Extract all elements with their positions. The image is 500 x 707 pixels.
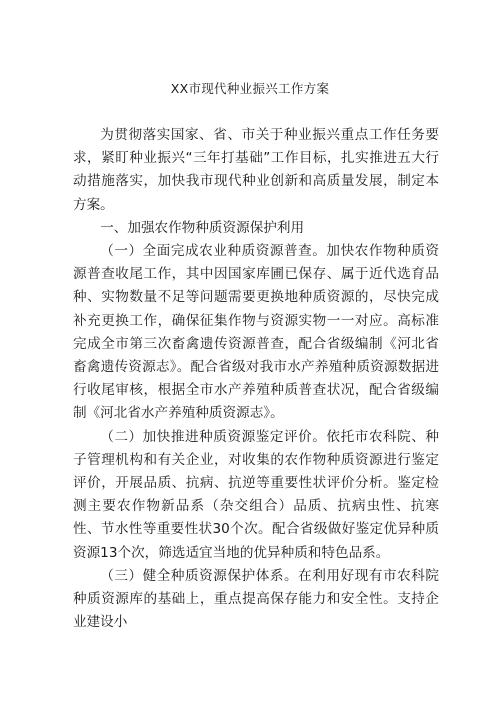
- document-body: [73, 124, 439, 634]
- document-title: XX市现代种业振兴工作方案: [170, 81, 330, 96]
- paragraph-2: （二）加快推进种质资源鉴定评价。依托市农科院、种子管理机构和有关企业，对收集的农作物种质资源进行鉴定评价，开展品质、抗病、抗逆等重要性状评价分析。鉴定检测主要农作物新品系（杂交组合）品质、抗病虫性、抗寒性、节水性等重要性状30个次。配合省级做好鉴定优异种质资源13个次，筛选适宜当地的优异种质和特色品系。: [73, 428, 439, 561]
- paragraph-1: （一）全面完成农业种质资源普查。加快农作物种质资源普查收尾工作，其中因国家库圃已保存、属于近代选育品种、实物数量不足等问题需要更换地种质资源的，尽快完成补充更换工作，确保征集作物与资源实物一一对应。高标准完成全市第三次畜禽遗传资源普查，配合省级编制《河北省畜禽遗传资源志》。配合省级对我市水产养殖种质资源数据进行收尾审核，根据全市水产养殖种质普查状况，配合省级编制《河北省水产养殖种质资源志》。: [73, 243, 439, 422]
- intro-paragraph: 为贯彻落实国家、省、市关于种业振兴重点工作任务要求，紧盯种业振兴“三年打基础”工作目标，扎实推进五大行动措施落实，加快我市现代种业创新和高质量发展，制定本方案。: [73, 127, 439, 213]
- section-heading-1: 一、加强农作物种质资源保护利用: [100, 219, 305, 236]
- paragraph-3: （三）健全种质资源保护体系。在利用好现有市农科院种质资源库的基础上，重点提高保存能力和安全性。支持企业建设小: [73, 567, 439, 631]
